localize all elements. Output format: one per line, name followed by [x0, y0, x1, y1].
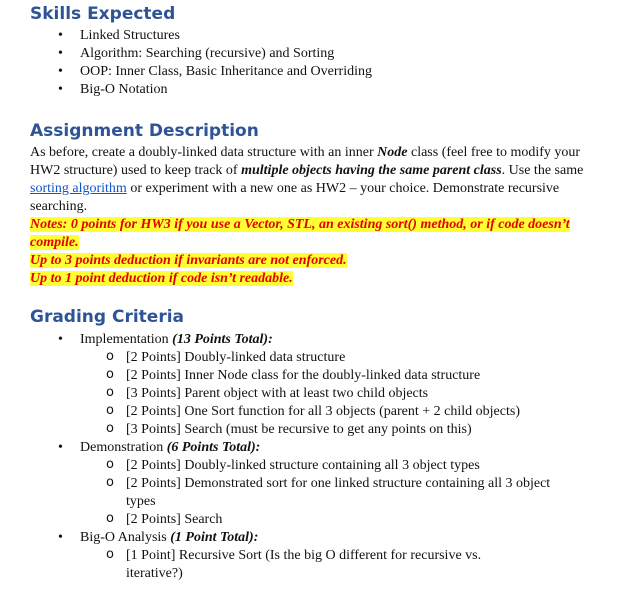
bigo-label: Big-O Analysis — [80, 530, 171, 545]
implementation-items — [106, 349, 598, 439]
note-invariants: Up to 3 points deduction if invariants are not enforced. — [30, 253, 347, 268]
list-item: o [2 Points] Demonstrated sort for one linked structure containing all 3 object types — [106, 475, 576, 511]
skills-heading: Skills Expected — [30, 4, 176, 24]
note-zero-points: Notes: 0 points for HW3 if you use a Vector, STL, an existing sort() method, or if code doesn’t compile. — [30, 217, 570, 250]
multiple-objects-term: multiple objects having the same parent class — [241, 163, 502, 178]
assignment-text: As before, create a doubly-linked data structure with an inner — [30, 145, 378, 160]
sorting-algorithm-link[interactable]: sorting algorithm — [30, 181, 127, 196]
assignment-paragraph — [30, 144, 590, 288]
list-item: o [2 Points] Doubly-linked data structure — [106, 349, 598, 367]
note-readable: Up to 1 point deduction if code isn’t readable. — [30, 271, 293, 286]
grading-heading: Grading Criteria — [30, 307, 185, 327]
skills-list — [58, 27, 372, 99]
demonstration-label: Demonstration — [80, 440, 167, 455]
list-item — [58, 439, 598, 529]
list-item: o [2 Points] One Sort function for all 3 objects (parent + 2 child objects) — [106, 403, 598, 421]
list-item — [58, 331, 598, 439]
demonstration-total: (6 Points Total): — [166, 440, 261, 455]
implementation-total: (13 Points Total): — [172, 332, 273, 347]
list-item: • OOP: Inner Class, Basic Inheritance and Overriding — [58, 63, 372, 81]
list-item: o [1 Point] Recursive Sort (Is the big O different for recursive vs. iterative?) — [106, 547, 526, 583]
node-term: Node — [377, 145, 408, 160]
grading-list — [58, 331, 598, 583]
demonstration-items — [106, 457, 576, 529]
list-item: o [3 Points] Parent object with at least two child objects — [106, 385, 598, 403]
assignment-heading: Assignment Description — [30, 121, 259, 141]
assignment-text: or experiment with a new one as HW2 – your choice. Demonstrate recursive searching. — [30, 181, 560, 214]
list-item — [58, 529, 598, 583]
list-item: o [3 Points] Search (must be recursive to get any points on this) — [106, 421, 598, 439]
assignment-text: class (feel free to modify your HW2 structure) used to keep track of — [30, 145, 581, 178]
list-item: o [2 Points] Doubly-linked structure containing all 3 object types — [106, 457, 576, 475]
list-item: • Big-O Notation — [58, 81, 372, 99]
list-item: • Linked Structures — [58, 27, 372, 45]
list-item: • Algorithm: Searching (recursive) and Sorting — [58, 45, 372, 63]
list-item: o [2 Points] Search — [106, 511, 576, 529]
implementation-label: Implementation — [80, 332, 173, 347]
assignment-text: . Use the same — [501, 163, 584, 178]
bigo-items — [106, 547, 526, 583]
bigo-total: (1 Point Total): — [170, 530, 259, 545]
list-item: o [2 Points] Inner Node class for the doubly-linked data structure — [106, 367, 598, 385]
